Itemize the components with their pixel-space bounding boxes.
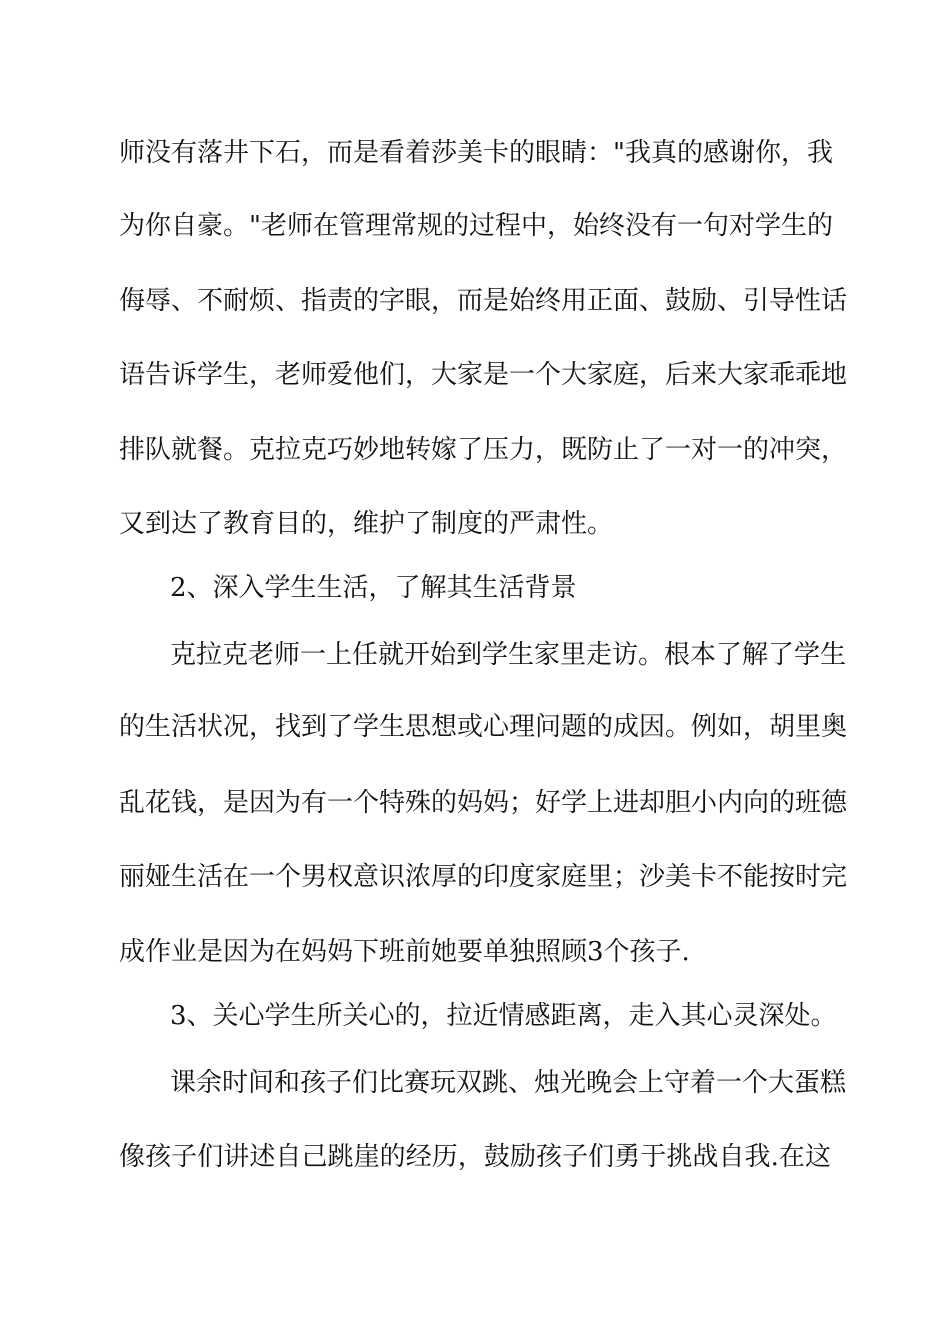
text-line: 侮辱、不耐烦、指责的字眼，而是始终用正面、鼓励、引导性话 <box>119 286 848 316</box>
text-line: 成作业是因为在妈妈下班前她要单独照顾3个孩子. <box>119 937 690 967</box>
text-line: 乱花钱，是因为有一个特殊的妈妈；好学上进却胆小内向的班德 <box>119 788 848 818</box>
text-line: 又到达了教育目的，维护了制度的严肃性。 <box>119 509 614 539</box>
text-line: 课余时间和孩子们比赛玩双跳、烛光晚会上守着一个大蛋糕 <box>170 1068 847 1098</box>
text-line: 师没有落井下石，而是看着莎美卡的眼睛："我真的感谢你，我 <box>119 138 833 168</box>
text-line: 排队就餐。克拉克巧妙地转嫁了压力，既防止了一对一的冲突， <box>119 435 848 465</box>
section-heading: 2、深入学生生活，了解其生活背景 <box>170 573 577 603</box>
text-line: 的生活状况，找到了学生思想或心理问题的成因。例如，胡里奥 <box>119 712 848 742</box>
section-heading: 3、关心学生所关心的，拉近情感距离，走入其心灵深处。 <box>170 1001 837 1031</box>
text-line: 丽娅生活在一个男权意识浓厚的印度家庭里；沙美卡不能按时完 <box>119 862 848 892</box>
text-line: 克拉克老师一上任就开始到学生家里走访。根本了解了学生 <box>170 640 847 670</box>
text-line: 语告诉学生，老师爱他们，大家是一个大家庭，后来大家乖乖地 <box>119 360 848 390</box>
text-line: 像孩子们讲述自己跳崖的经历，鼓励孩子们勇于挑战自我.在这 <box>119 1142 831 1172</box>
text-line: 为你自豪。"老师在管理常规的过程中，始终没有一句对学生的 <box>119 211 833 241</box>
